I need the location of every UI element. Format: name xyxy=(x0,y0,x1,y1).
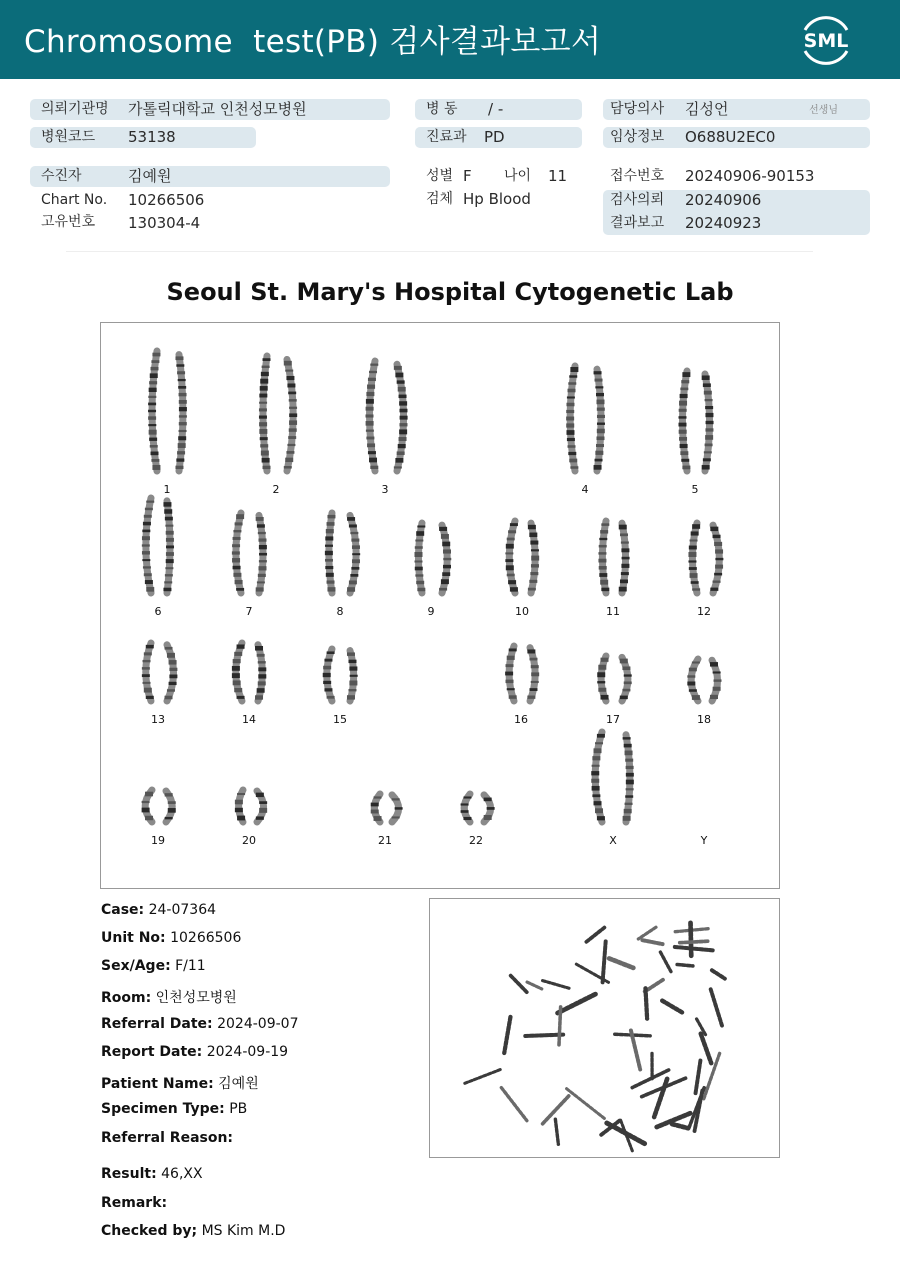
unique-label: 고유번호 xyxy=(41,214,96,230)
chromosome-label-10: 10 xyxy=(515,605,529,618)
room-value: 인천성모병원 xyxy=(155,990,237,1006)
metaphase-chromosome xyxy=(527,982,542,989)
chromosome xyxy=(688,523,700,593)
metaphase-spread xyxy=(429,898,780,1158)
chromosome xyxy=(284,359,297,471)
ward-label: 병 동 xyxy=(426,101,458,117)
clinical-label: 임상정보 xyxy=(610,129,665,145)
chromosome-label-5: 5 xyxy=(691,483,699,496)
chromosome xyxy=(619,523,630,593)
metaphase-chromosome xyxy=(660,952,671,972)
report-date-label: Report Date: xyxy=(101,1044,203,1060)
metaphase-chromosome xyxy=(675,947,714,950)
chart-label: Chart No. xyxy=(41,192,108,208)
metaphase-chromosome xyxy=(586,928,605,943)
patient-row xyxy=(30,166,390,187)
doctor-suffix: 선생님 xyxy=(809,105,838,116)
specimen-value: Hp Blood xyxy=(463,190,531,208)
referral-date-label: Referral Date: xyxy=(101,1016,213,1032)
metaphase-chromosome xyxy=(559,1007,561,1045)
unit-label: Unit No: xyxy=(101,930,166,946)
chromosome xyxy=(142,498,154,593)
hospital-code-value: 53138 xyxy=(128,128,176,146)
report-title: Chromosome test(PB) 검사결과보고서 xyxy=(24,24,602,60)
chromosome xyxy=(235,790,245,822)
result-label: Result: xyxy=(101,1166,157,1182)
report-date-line xyxy=(101,1044,288,1060)
specimen-type-value: PB xyxy=(229,1101,248,1117)
header-banner xyxy=(0,0,900,79)
chromosome xyxy=(255,645,266,701)
receipt-value: 20240906-90153 xyxy=(685,167,815,185)
chromosome xyxy=(620,657,632,701)
metaphase-chromosome xyxy=(638,927,656,939)
chromosome xyxy=(678,371,690,471)
report-date-value: 2024-09-19 xyxy=(206,1044,289,1060)
receipt-label: 접수번호 xyxy=(610,168,665,184)
chromosome-label-14: 14 xyxy=(242,713,256,726)
remark-label: Remark: xyxy=(101,1195,168,1211)
chromosome xyxy=(163,501,174,593)
chromosome-label-13: 13 xyxy=(151,713,165,726)
chromosome xyxy=(371,794,382,822)
metaphase-chromosome xyxy=(525,1035,563,1036)
chromosome xyxy=(394,364,408,471)
chromosome xyxy=(702,374,714,471)
chromosome-label-3: 3 xyxy=(381,483,389,496)
chromosome-label-15: 15 xyxy=(333,713,347,726)
chromosome xyxy=(259,356,271,471)
metaphase-chromosome xyxy=(511,976,528,993)
chromosome xyxy=(165,645,178,701)
sex-value: F xyxy=(463,167,472,185)
chromosome xyxy=(347,515,360,593)
result-value: 46,XX xyxy=(161,1166,203,1182)
age-label: 나이 xyxy=(504,168,532,184)
chromosome xyxy=(165,791,176,822)
sexage-line xyxy=(101,958,206,974)
metaphase-chromosome xyxy=(662,1001,683,1013)
case-label: Case: xyxy=(101,902,145,918)
chromosome xyxy=(256,791,267,822)
chromosome xyxy=(232,643,245,701)
chromosome-label-4: 4 xyxy=(581,483,589,496)
chromosome-label-1: 1 xyxy=(163,483,171,496)
chromosome xyxy=(623,735,634,822)
metaphase-chromosome xyxy=(654,1079,667,1117)
chromosome xyxy=(323,649,335,701)
chromosome-label-y: Y xyxy=(700,834,708,847)
unit-value: 10266506 xyxy=(170,930,242,946)
dept-value: PD xyxy=(484,128,505,146)
result-line xyxy=(101,1166,203,1182)
metaphase-chromosome xyxy=(645,988,647,1018)
divider xyxy=(66,251,813,252)
chromosome-label-7: 7 xyxy=(245,605,253,618)
case-value: 24-07364 xyxy=(148,902,217,918)
chromosome-label-6: 6 xyxy=(154,605,162,618)
chromosome xyxy=(439,525,451,593)
chromosome xyxy=(566,366,578,471)
referral-date-line xyxy=(101,1016,298,1032)
metaphase-chromosome xyxy=(555,1119,558,1144)
chromosome xyxy=(594,369,605,471)
chromosome xyxy=(461,794,472,822)
chromosome-label-17: 17 xyxy=(606,713,620,726)
ward-value: / - xyxy=(488,100,504,118)
metaphase-chromosome xyxy=(680,941,708,942)
patient-name-value: 김예원 xyxy=(218,1076,259,1092)
clinical-value: O688U2EC0 xyxy=(685,128,776,146)
chromosome xyxy=(528,523,539,593)
request-label: 검사의뢰 xyxy=(610,192,665,208)
checked-value: MS Kim M.D xyxy=(201,1223,286,1239)
metaphase-chromosome xyxy=(672,1124,688,1128)
sex-label: 성별 xyxy=(426,168,454,184)
referral-reason-label: Referral Reason: xyxy=(101,1130,234,1146)
metaphase-chromosome xyxy=(695,1061,700,1096)
chromosome-label-18: 18 xyxy=(697,713,711,726)
room-line xyxy=(101,987,237,1007)
lab-title: Seoul St. Mary's Hospital Cytogenetic Lab xyxy=(166,278,734,306)
metaphase-image xyxy=(430,899,779,1157)
chromosome xyxy=(597,656,608,701)
chromosome xyxy=(687,659,700,701)
chromosome xyxy=(484,795,495,822)
logo-text: SML xyxy=(803,30,849,52)
sexage-label: Sex/Age: xyxy=(101,958,171,974)
metaphase-chromosome xyxy=(501,1088,526,1121)
chromosome xyxy=(142,643,154,701)
chromosome xyxy=(175,355,186,471)
room-label: Room: xyxy=(101,990,152,1006)
metaphase-chromosome xyxy=(609,958,633,967)
metaphase-chromosome xyxy=(567,1089,606,1119)
patient-name-label: Patient Name: xyxy=(101,1076,214,1092)
chromosome-label-8: 8 xyxy=(336,605,344,618)
sml-logo xyxy=(797,13,855,67)
chromosome xyxy=(505,646,517,701)
patient-value: 김예원 xyxy=(128,167,172,185)
result-date-label: 결과보고 xyxy=(610,215,665,231)
metaphase-chromosome xyxy=(642,940,662,944)
unit-line xyxy=(101,930,241,946)
chromosome xyxy=(325,513,336,593)
chromosome xyxy=(710,660,722,701)
chromosome xyxy=(598,521,609,593)
doctor-label: 담당의사 xyxy=(610,101,665,117)
chromosome-label-22: 22 xyxy=(469,834,483,847)
metaphase-chromosome xyxy=(712,970,725,978)
metaphase-chromosome xyxy=(691,923,692,956)
karyotype-panel xyxy=(100,322,780,889)
metaphase-chromosome xyxy=(465,1070,500,1084)
chromosome xyxy=(415,523,426,593)
chromosome xyxy=(527,648,539,701)
chromosome-label-12: 12 xyxy=(697,605,711,618)
request-value: 20240906 xyxy=(685,191,762,209)
chromosome xyxy=(347,651,358,701)
specimen-label: 검체 xyxy=(426,191,454,207)
chromosome-label-21: 21 xyxy=(378,834,392,847)
age-value: 11 xyxy=(548,167,568,185)
chromosome-label-2: 2 xyxy=(272,483,280,496)
checked-line xyxy=(101,1223,285,1239)
chart-value: 10266506 xyxy=(128,191,205,209)
metaphase-chromosome xyxy=(711,989,722,1025)
hospital-code-label: 병원코드 xyxy=(41,129,96,145)
remark-line xyxy=(101,1195,167,1211)
result-date-value: 20240923 xyxy=(685,214,762,232)
chromosome xyxy=(591,732,605,822)
chromosome xyxy=(366,361,379,471)
chromosome xyxy=(148,351,160,471)
chromosome-label-20: 20 xyxy=(242,834,256,847)
chromosome xyxy=(392,795,403,822)
sexage-value: F/11 xyxy=(175,958,206,974)
chromosome-label-x: X xyxy=(609,834,617,847)
chromosome xyxy=(710,525,723,593)
metaphase-chromosome xyxy=(504,1017,510,1053)
doctor-value: 김성언 xyxy=(685,100,729,118)
metaphase-chromosome xyxy=(543,981,569,989)
dept-label: 진료과 xyxy=(426,129,467,145)
referral-date-value: 2024-09-07 xyxy=(217,1016,299,1032)
chromosome-label-19: 19 xyxy=(151,834,165,847)
specimen-type-line xyxy=(101,1101,247,1117)
patient-label: 수진자 xyxy=(41,168,82,184)
chromosome-label-16: 16 xyxy=(514,713,528,726)
institution-value: 가톨릭대학교 인천성모병원 xyxy=(128,100,307,118)
chromosome xyxy=(142,790,153,822)
checked-label: Checked by; xyxy=(101,1223,198,1239)
patient-name-line xyxy=(101,1073,259,1093)
specimen-type-label: Specimen Type: xyxy=(101,1101,225,1117)
chromosome-label-11: 11 xyxy=(606,605,620,618)
metaphase-chromosome xyxy=(677,964,693,965)
metaphase-chromosome xyxy=(603,941,606,982)
metaphase-chromosome xyxy=(558,994,596,1013)
chromosome xyxy=(256,515,267,593)
chromosome-label-9: 9 xyxy=(427,605,435,618)
chromosome xyxy=(505,521,518,593)
institution-label: 의뢰기관명 xyxy=(41,101,109,117)
unique-value: 130304-4 xyxy=(128,214,201,232)
metaphase-chromosome xyxy=(701,1034,711,1063)
referral-reason-line xyxy=(101,1130,233,1146)
chromosome xyxy=(232,513,244,593)
case-line xyxy=(101,902,216,918)
